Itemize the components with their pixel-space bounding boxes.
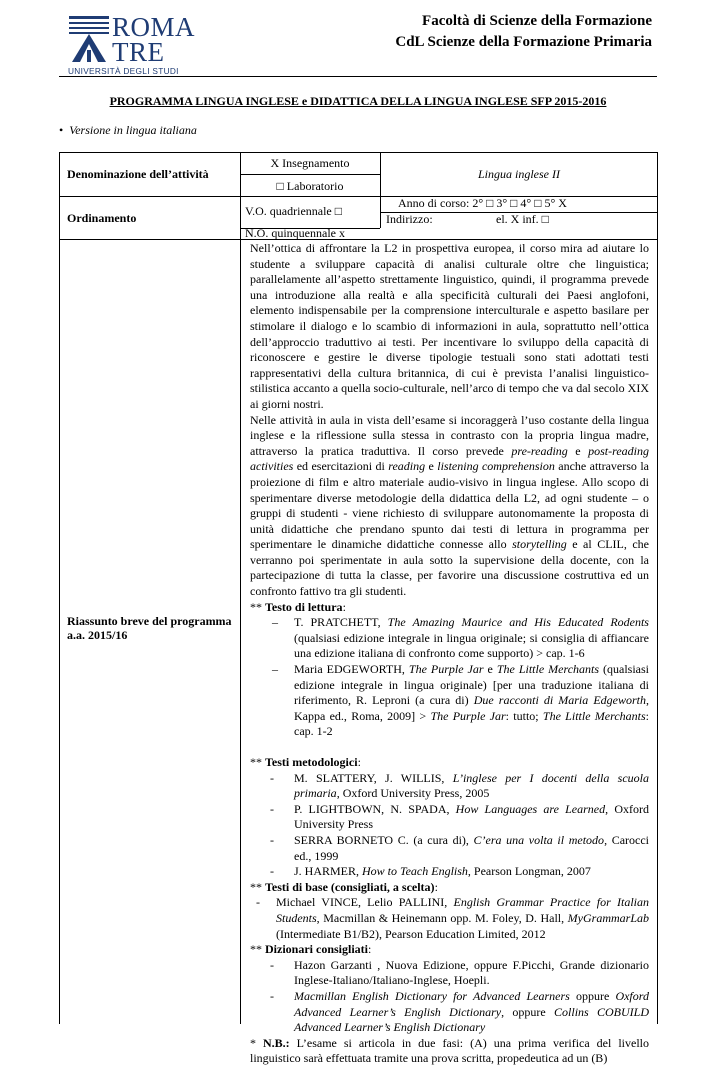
option-laboratorio: □ Laboratorio [276, 179, 344, 193]
vo-quadriennale: V.O. quadriennale □ [245, 204, 343, 218]
list-item: - P. LIGHTBOWN, N. SPADA, How Languages are Learned, Oxford University Press [270, 801, 649, 832]
indirizzo-value: el. X inf. □ [496, 212, 549, 226]
summary-paragraph-2: Nelle attività in aula in vista dell’esame si incoraggerà l’uso costante della lingua inglese e la riflessione sulla stessa in contrasto con la propria lingua madre, attraverso la pratica traduttiva. Il corso prevede pre-reading e post-reading activities ed esercitazioni di reading e listening comprehension anche attraverso la proiezione di film e altro materiale audio-visivo in lingua inglese. Allo scopo di sperimentare diverse metodologie della didattica della L2, ad ogni studente – o gruppi di studenti - viene richiesto di sviluppare autonomamente la proposta di unità didattiche che prendano spunto dai testi di lettura in programma per sperimentare le dinamiche didattiche connesse allo storytelling e al CLIL, che verranno poi sperimentate in aula sotto la supervisione della docente, con la partecipazione di tutta la classe, per favorire una discussione costruttiva ed un confronto fattivo tra gli studenti. [250, 412, 649, 599]
logo-roma-text: ROMA [112, 12, 196, 42]
logo-tre-text: TRE [112, 37, 165, 67]
summary-paragraph-1: Nell’ottica di affrontare la L2 in prospettiva europea, il corso mira ad aiutare lo studente a sviluppare capacità di analisi culturale oltre che linguistica; parallelamente all’aspetto strettamente linguistico, quindi, il programma prevede una introduzione alla realtà e alla specificità culturali dei Paesi anglofoni, elemento indispensabile per la comprensione interculturale e aspetto basilare per stimolare il dialogo e lo scambio di informazioni in aula, soprattutto nell’ottica dell’approccio traduttivo ai testi. Per incentivare lo sviluppo della capacità di riconoscere e gestire le diverse tipologie testuali sono stati adottati testi rappresentativi della cultura britannica, di cui è prevista l’analisi linguistico-stilistica accanto a quella socio-culturale, nell’arco di tempo che va dal secolo XIX ai giorni nostri. [250, 241, 649, 411]
version-line [59, 123, 197, 138]
document-title: PROGRAMMA LINGUA INGLESE e DIDATTICA DELLA LINGUA INGLESE SFP 2015-2016 [109, 94, 607, 108]
nb-note: * N.B.: L’esame si articola in due fasi: (A) una prima verifica del livello linguistico sarà effettuata tramite una prova scritta, propedeutica ad un (B) [250, 1035, 649, 1066]
bullet-icon: • [59, 123, 64, 137]
faculty-heading [395, 11, 652, 53]
option-insegnamento: X Insegnamento [270, 156, 350, 170]
course-name: CdL Scienze della Formazione Primaria [395, 34, 652, 50]
label-denominazione: Denominazione dell’attività [67, 167, 209, 181]
label-ordinamento: Ordinamento [67, 211, 137, 225]
roma-tre-emblem-icon [68, 14, 110, 64]
roma-tre-logo [68, 12, 196, 76]
version-text: Versione in lingua italiana [69, 123, 197, 137]
logo-university-text: UNIVERSITÀ DEGLI STUDI [68, 66, 179, 76]
no-quinquennale: N.O. quinquennale x [245, 226, 345, 240]
activity-value: Lingua inglese II [478, 167, 560, 181]
lettura-heading: ** Testo di lettura: [250, 599, 346, 614]
indirizzo-label: Indirizzo: [386, 212, 433, 226]
header-divider [59, 76, 657, 77]
list-item: - Michael VINCE, Lelio PALLINI, English Grammar Practice for Italian Students, Macmillan & Heinemann opp. M. Foley, D. Hall, MyGrammarLab (Intermediate B1/B2), Pearson Education Limited, 2012 [256, 895, 649, 941]
base-heading: ** Testi di base (consigliati, a scelta): [250, 879, 438, 894]
faculty-name: Facoltà di Scienze della Formazione [422, 13, 652, 29]
list-item: - SERRA BORNETO C. (a cura di), C’era una volta il metodo, Carocci ed., 1999 [270, 832, 650, 863]
list-item: – T. PRATCHETT, The Amazing Maurice and His Educated Rodents (qualsiasi edizione integrale in lingua originale; si consiglia di affiancare una edizione italiana di confronto come supporto) > cap. 1-6 [272, 615, 649, 661]
list-item: - Macmillan English Dictionary for Advanced Learners oppure Oxford Advanced Learner’s English Dictionary, oppure Collins COBUILD Advanced Learner’s English Dictionary [270, 988, 649, 1035]
program-summary [250, 241, 649, 1067]
list-item: - Hazon Garzanti , Nuova Edizione, oppure F.Picchi, Grande dizionario Inglese-Italiano/Italiano-Inglese, Hoepli. [270, 957, 649, 988]
program-table [59, 152, 658, 1066]
list-item: - J. HARMER, How to Teach English, Pearson Longman, 2007 [270, 864, 591, 879]
list-item: – Maria EDGEWORTH, The Purple Jar e The Little Merchants (qualsiasi edizione integrale in lingua originale) [per una traduzione italiana di riferimento, R. Leproni (a cura di) Due racconti di Maria Edgeworth, Kappa ed., Roma, 2009] > The Purple Jar: tutto; The Little Merchants: cap. 1-2 [272, 662, 650, 739]
label-riassunto: Riassunto breve del programma a.a. 2015/16 [67, 614, 232, 642]
metodologici-heading: ** Testi metodologici: [250, 755, 361, 769]
dizionari-heading: ** Dizionari consigliati: [250, 942, 372, 957]
list-item: - M. SLATTERY, J. WILLIS, L’inglese per I docenti della scuola primaria, Oxford University Press, 2005 [270, 770, 649, 801]
anno-di-corso: Anno di corso: 2° □ 3° □ 4° □ 5° X [398, 196, 567, 210]
